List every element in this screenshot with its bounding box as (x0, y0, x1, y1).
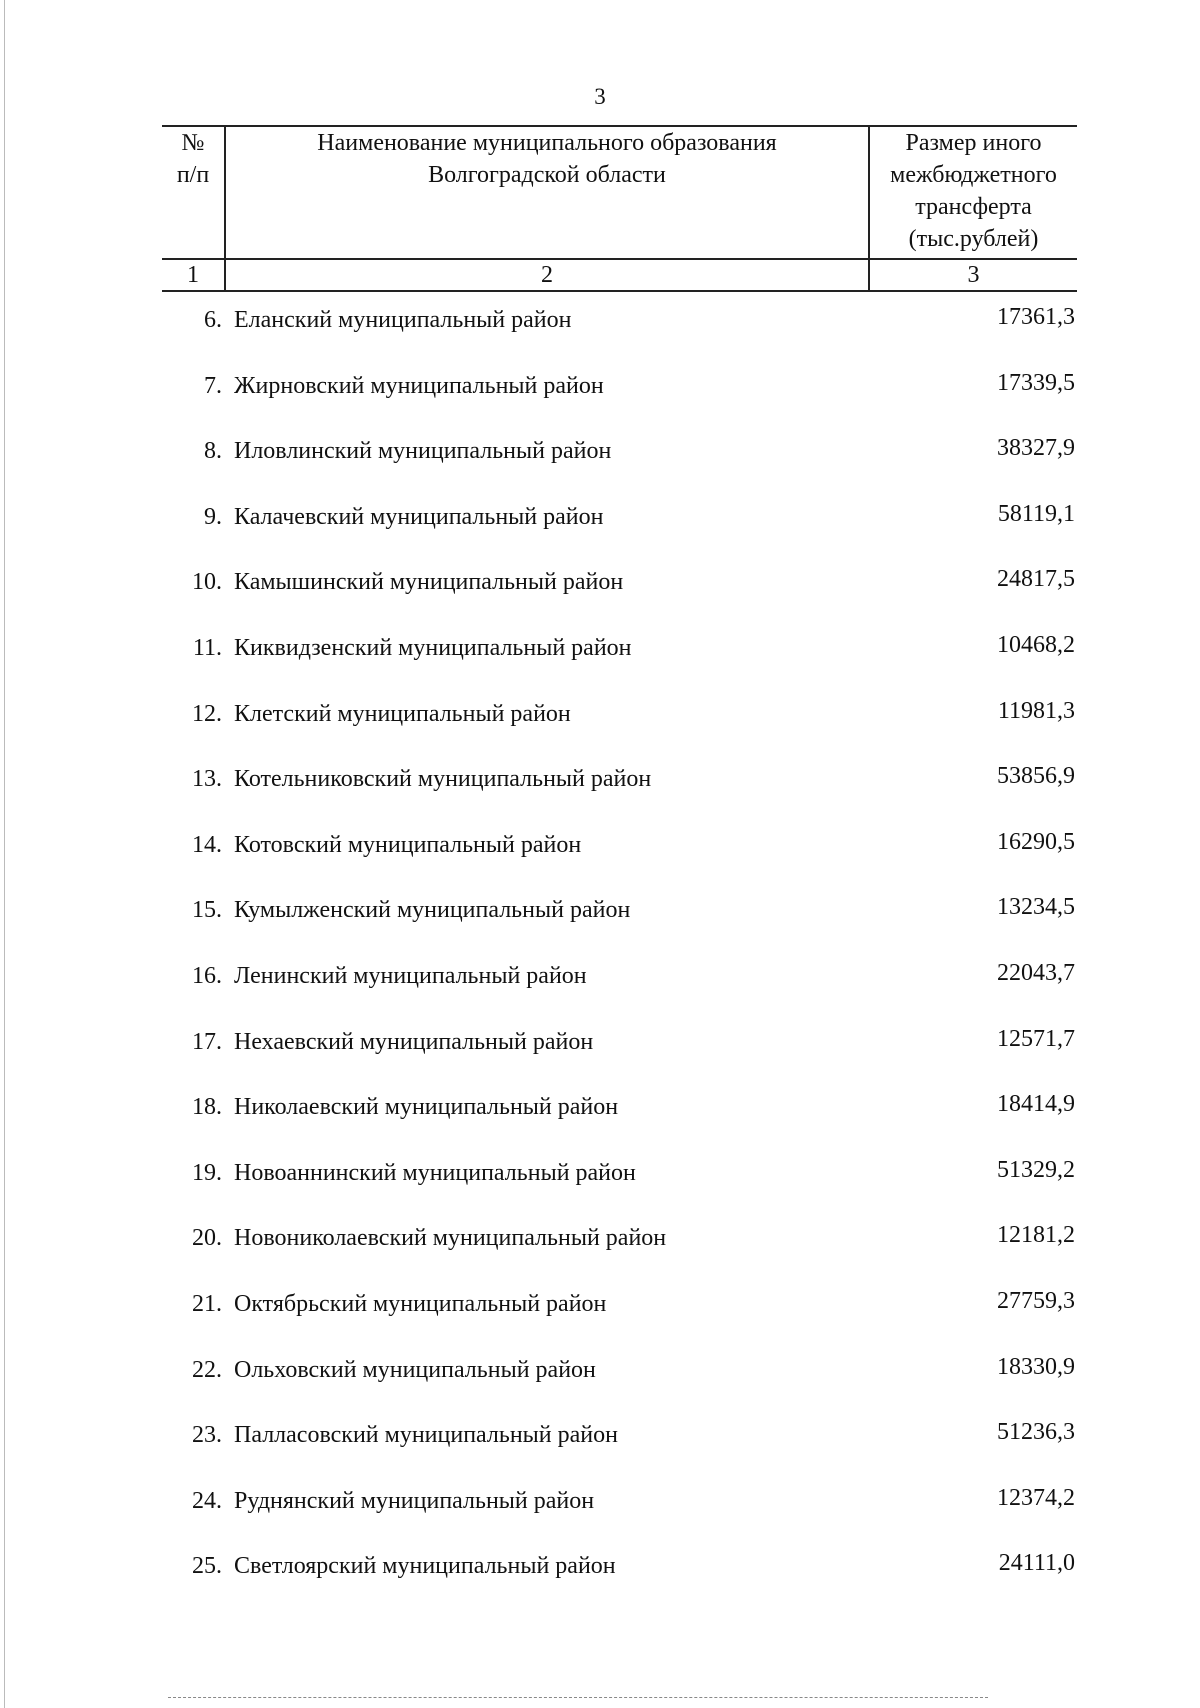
transfer-amount: 18414,9 (997, 1091, 1075, 1118)
header-col-number-line: № (181, 130, 205, 156)
header-col-amount-line: межбюджетного (890, 162, 1057, 188)
table-row (0, 1478, 1200, 1544)
municipality-name: Палласовский муниципальный район (234, 1422, 618, 1449)
table-row (0, 1084, 1200, 1150)
transfer-amount: 17361,3 (997, 304, 1075, 330)
table-body (0, 297, 1200, 1609)
transfer-amount: 12374,2 (997, 1484, 1075, 1511)
municipality-name: Котельниковский муниципальный район (234, 766, 652, 793)
transfer-amount: 12181,2 (997, 1222, 1075, 1249)
transfer-amount: 53856,9 (997, 763, 1075, 790)
municipality-name: Камышинский муниципальный район (234, 569, 624, 596)
municipality-name: Ольховский муниципальный район (234, 1356, 596, 1383)
row-number: 19. (192, 1159, 222, 1186)
municipality-name: Жирновский муниципальный район (234, 372, 604, 399)
municipality-name: Еланский муниципальный район (234, 307, 572, 333)
row-number: 8. (204, 438, 222, 465)
header-col-name (226, 127, 868, 191)
municipality-name: Новоаннинский муниципальный район (234, 1159, 636, 1186)
table-row (0, 297, 1200, 363)
table-row (0, 1347, 1200, 1413)
municipality-name: Клетский муниципальный район (234, 700, 571, 727)
row-number: 9. (204, 503, 222, 530)
bottom-cut-line (168, 1697, 988, 1699)
header-col-name-line: Наименование муниципального образования (317, 130, 777, 156)
municipality-name: Светлоярский муниципальный район (234, 1553, 616, 1580)
table-row (0, 559, 1200, 625)
transfer-amount: 58119,1 (997, 500, 1075, 527)
municipality-name: Ленинский муниципальный район (234, 962, 587, 989)
table-row (0, 691, 1200, 757)
municipality-name: Новониколаевский муниципальный район (234, 1225, 667, 1252)
header-col-name-line: Волгоградской области (428, 162, 666, 188)
table-row (0, 953, 1200, 1019)
table-row (0, 1412, 1200, 1478)
header-col-number (162, 127, 224, 191)
row-number: 23. (192, 1422, 222, 1449)
municipality-name: Калачевский муниципальный район (234, 503, 604, 530)
row-number: 12. (192, 700, 222, 727)
table-row (0, 625, 1200, 691)
transfer-amount: 22043,7 (997, 959, 1075, 986)
municipality-name: Котовский муниципальный район (234, 831, 582, 858)
municipality-name: Киквидзенский муниципальный район (234, 634, 632, 661)
transfer-amount: 12571,7 (997, 1025, 1075, 1052)
transfer-amount: 17339,5 (997, 369, 1075, 396)
row-number: 25. (192, 1553, 222, 1580)
row-number: 22. (192, 1356, 222, 1383)
row-number: 13. (192, 766, 222, 793)
row-number: 6. (204, 307, 222, 333)
transfer-amount: 16290,5 (997, 828, 1075, 855)
table-row (0, 363, 1200, 429)
column-number-1: 1 (187, 262, 199, 288)
municipality-name: Кумылженский муниципальный район (234, 897, 631, 924)
page-number: 3 (594, 84, 606, 109)
transfer-amount: 10468,2 (997, 631, 1075, 658)
header-col-amount (870, 127, 1077, 255)
transfer-amount: 24817,5 (997, 566, 1075, 593)
column-number-2: 2 (541, 262, 553, 288)
row-number: 21. (192, 1290, 222, 1317)
table-row (0, 887, 1200, 953)
transfer-amount: 27759,3 (997, 1287, 1075, 1314)
column-number-3: 3 (967, 262, 980, 288)
row-number: 14. (192, 831, 222, 858)
municipality-name: Руднянский муниципальный район (234, 1487, 595, 1514)
municipality-name: Октябрьский муниципальный район (234, 1290, 607, 1317)
table-header (162, 125, 1077, 292)
row-number: 24. (192, 1487, 222, 1514)
transfer-amount: 51329,2 (997, 1156, 1075, 1183)
table-row (0, 1019, 1200, 1085)
header-col-number-line: п/п (176, 162, 210, 188)
header-col-amount-line: трансферта (915, 194, 1032, 220)
municipality-name: Николаевский муниципальный район (234, 1094, 619, 1121)
header-col-amount-line: (тыс.рублей) (908, 226, 1039, 252)
table-row (0, 1215, 1200, 1281)
table-row (0, 1543, 1200, 1609)
table-row (0, 494, 1200, 560)
row-number: 7. (204, 372, 222, 399)
transfer-amount: 18330,9 (997, 1353, 1075, 1380)
row-number: 18. (192, 1094, 222, 1121)
row-number: 17. (192, 1028, 222, 1055)
transfer-amount: 13234,5 (997, 894, 1075, 921)
table-row (0, 1150, 1200, 1216)
row-number: 20. (192, 1225, 222, 1252)
row-number: 15. (192, 897, 222, 924)
municipality-name: Нехаевский муниципальный район (234, 1028, 594, 1055)
transfer-amount: 11981,3 (997, 697, 1075, 724)
table-row (0, 1281, 1200, 1347)
municipality-name: Иловлинский муниципальный район (234, 438, 612, 465)
transfer-amount: 51236,3 (997, 1419, 1075, 1446)
table-row (0, 756, 1200, 822)
transfer-amount: 38327,9 (997, 435, 1075, 462)
header-col-amount-line: Размер иного (905, 130, 1042, 156)
row-number: 16. (192, 962, 222, 989)
row-number: 10. (192, 569, 222, 596)
row-number: 11. (192, 634, 222, 661)
table-row (0, 428, 1200, 494)
transfer-amount: 24111,0 (998, 1550, 1075, 1577)
table-row (0, 822, 1200, 888)
